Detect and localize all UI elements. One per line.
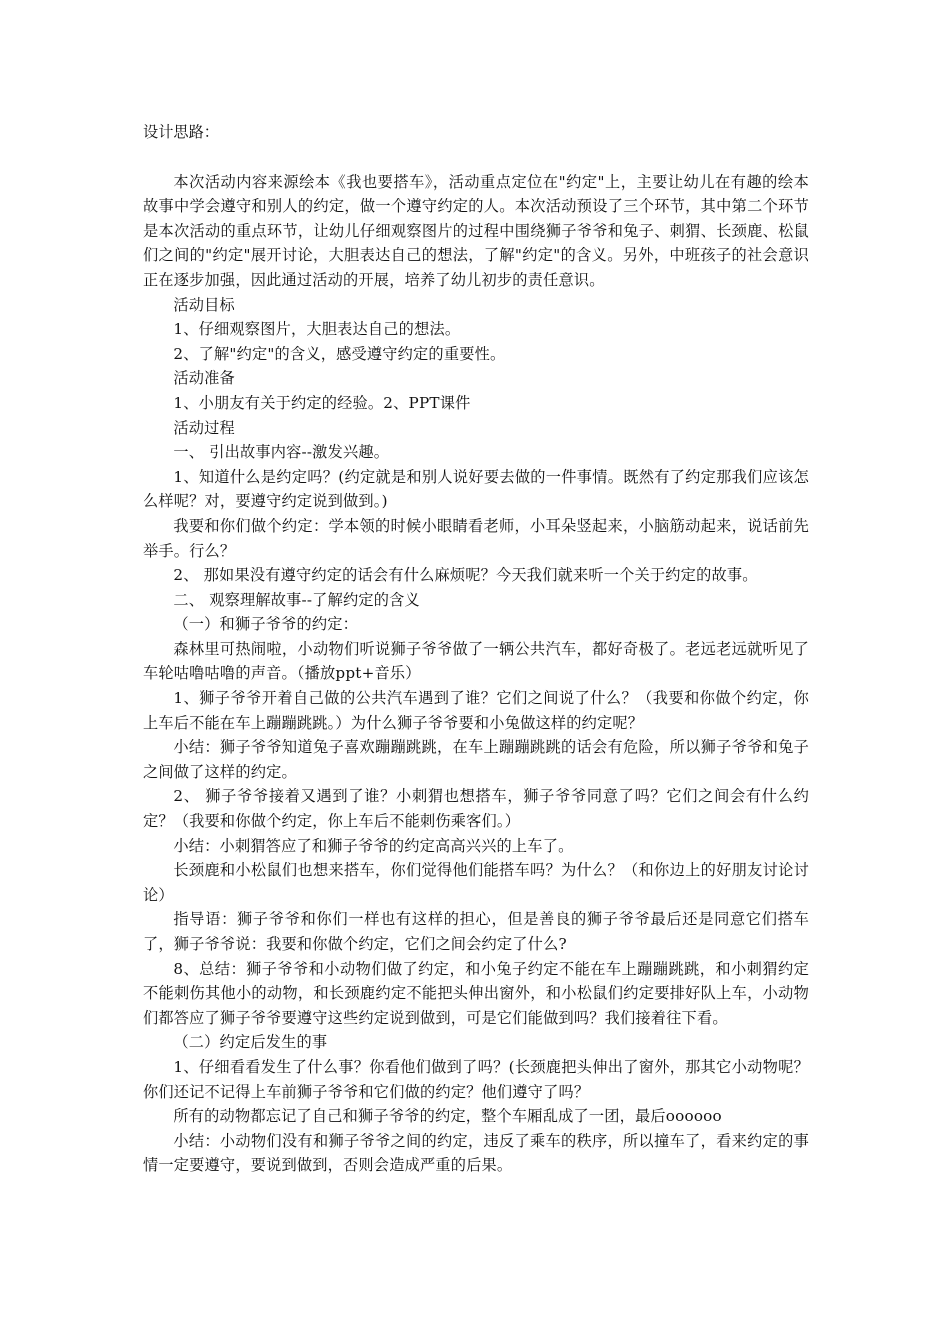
paragraph-process-title: 活动过程 bbox=[173, 418, 235, 437]
paragraph-story-intro: 森林里可热闹啦，小动物们听说狮子爷爷做了一辆公共汽车，都好奇极了。老远老远就听见了车轮咕噜咕噜的声音。（播放ppt+音乐） bbox=[143, 639, 809, 683]
paragraph-design-idea: 本次活动内容来源绘本《我也要搭车》，活动重点定位在"约定"上，主要让幼儿在有趣的绘本故事中学会遵守和别人的约定，做一个遵守约定的人。本次活动预设了三个环节，其中第二个环节是本次活动的重点环节，让幼儿仔细观察图片的过程中围绕狮子爷爷和兔子、刺猬、长颈鹿、松鼠们之间的"约定"展开讨论，大胆表达自己的想法，了解"约定"的含义。另外，中班孩子的社会意识正在逐步加强，因此通过活动的开展，培养了幼儿初步的责任意识。 bbox=[143, 172, 809, 289]
paragraph-after-chaos: 所有的动物都忘记了自己和狮子爷爷的约定，整个车厢乱成了一团，最后oooooo bbox=[173, 1107, 722, 1126]
paragraph-prep-items: 1、小朋友有关于约定的经验。2、PPT课件 bbox=[173, 393, 471, 412]
paragraph-part-1-q2: 2、 那如果没有遵守约定的话会有什么麻烦呢？今天我们就来听一个关于约定的故事。 bbox=[173, 566, 758, 585]
paragraph-subsection-2-title: （二）约定后发生的事 bbox=[173, 1033, 328, 1052]
paragraph-part-1-title: 一、 引出故事内容--激发兴趣。 bbox=[173, 443, 390, 462]
paragraph-after-summary: 小结：小动物们没有和狮子爷爷之间的约定，违反了乘车的秩序，所以撞车了，看来约定的事情一定要遵守，要说到做到，否则会造成严重的后果。 bbox=[143, 1131, 809, 1175]
paragraph-prep-title: 活动准备 bbox=[173, 369, 235, 388]
section-heading: 设计思路： bbox=[143, 123, 219, 141]
paragraph-guidance: 指导语：狮子爷爷和你们一样也有这样的担心，但是善良的狮子爷爷最后还是同意它们搭车了，狮子爷爷说：我要和你做个约定，它们之间会约定了什么? bbox=[143, 910, 809, 953]
paragraph-goal-2: 2、了解"约定"的含义，感受遵守约定的重要性。 bbox=[173, 344, 506, 363]
paragraph-part-1-q1: 1、知道什么是约定吗？(约定就是和别人说好要去做的一件事情。既然有了约定那我们应该怎么样呢？对，要遵守约定说到做到。) bbox=[143, 467, 809, 511]
paragraph-after-q1: 1、仔细看看发生了什么事？你看他们做到了吗？(长颈鹿把头伸出了窗外，那其它小动物呢？你们还记不记得上车前狮子爷爷和它们做的约定？他们遵守了吗？ bbox=[143, 1057, 809, 1101]
paragraph-giraffe-squirrel: 长颈鹿和小松鼠们也想来搭车，你们觉得他们能搭车吗？为什么？（和你边上的好朋友讨论讨论） bbox=[143, 861, 809, 904]
paragraph-story-q2: 2、 狮子爷爷接着又遇到了谁？小刺猬也想搭车，狮子爷爷同意了吗？它们之间会有什么约定？（我要和你做个约定，你上车后不能刺伤乘客们。） bbox=[143, 787, 809, 831]
paragraph-story-q1: 1、狮子爷爷开着自己做的公共汽车遇到了谁？它们之间说了什么？（我要和你做个约定，你上车后不能在车上蹦蹦跳跳。）为什么狮子爷爷要和小兔做这样的约定呢？ bbox=[143, 689, 809, 732]
paragraph-goals-title: 活动目标 bbox=[173, 295, 235, 314]
paragraph-subsection-1-title: （一）和狮子爷爷的约定： bbox=[173, 615, 359, 634]
paragraph-part-2-title: 二、 观察理解故事--了解约定的含义 bbox=[173, 590, 420, 609]
paragraph-summary-hedgehog: 小结：小刺猬答应了和狮子爷爷的约定高高兴兴的上车了。 bbox=[173, 836, 574, 855]
paragraph-goal-1: 1、仔细观察图片，大胆表达自己的想法。 bbox=[173, 320, 461, 339]
paragraph-part-1-agreement: 我要和你们做个约定：学本领的时候小眼睛看老师，小耳朵竖起来，小脑筋动起来，说话前先举手。行么？ bbox=[143, 516, 809, 560]
paragraph-conclusion: 8、总结：狮子爷爷和小动物们做了约定，和小兔子约定不能在车上蹦蹦跳跳，和小刺猬约定不能刺伤其他小的动物，和长颈鹿约定不能把头伸出窗外，和小松鼠们约定要排好队上车，小动物们都答应了狮子爷爷要遵守这些约定说到做到，可是它们能做到吗？我们接着往下看。 bbox=[143, 959, 809, 1027]
paragraph-summary-rabbit: 小结：狮子爷爷知道兔子喜欢蹦蹦跳跳，在车上蹦蹦跳跳的话会有危险，所以狮子爷爷和兔子之间做了这样的约定。 bbox=[143, 738, 809, 781]
